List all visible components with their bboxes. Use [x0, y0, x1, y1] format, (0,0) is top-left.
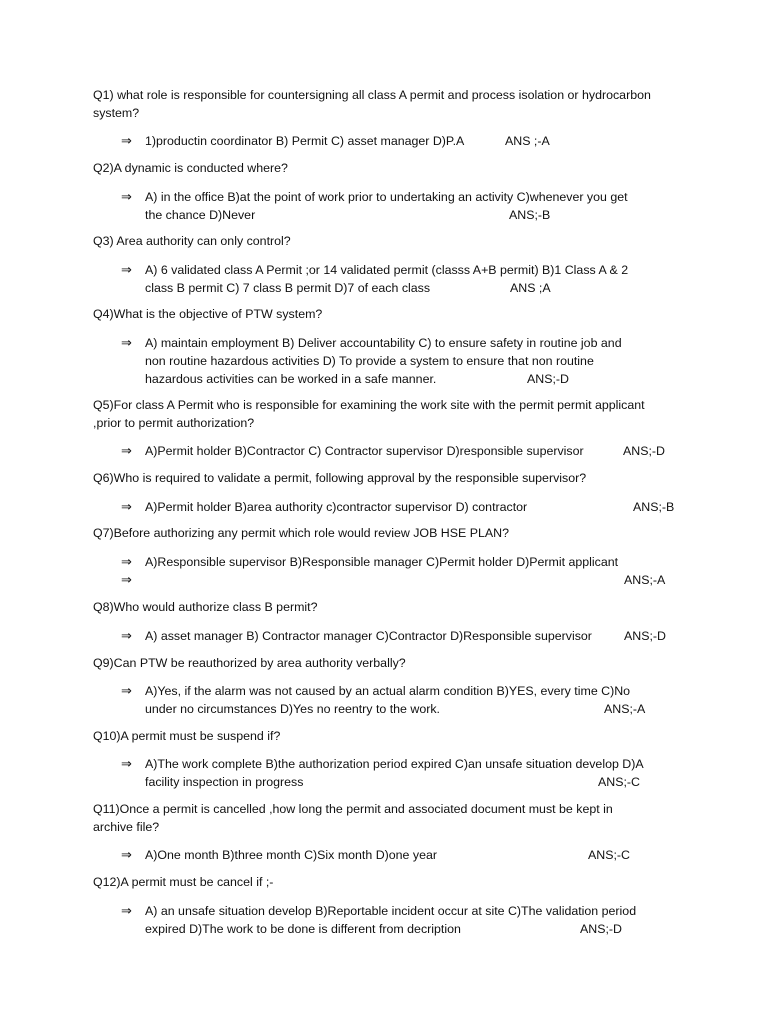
- question-4-answer: ANS;-D: [527, 372, 569, 386]
- arrow-bullet-icon: ⇒: [121, 335, 132, 350]
- question-8: Q8)Who would authorize class B permit?: [93, 600, 318, 614]
- question-12-answer: ANS;-D: [580, 922, 622, 936]
- question-10-options-line-1: A)The work complete B)the authorization period expired C)an unsafe situation develop D)A: [145, 757, 644, 771]
- arrow-bullet-icon: ⇒: [121, 683, 132, 698]
- arrow-bullet-icon: ⇒: [121, 628, 132, 643]
- question-9-options-line-2: under no circumstances D)Yes no reentry to the work.: [145, 702, 440, 716]
- question-1-answer: ANS ;-A: [505, 134, 550, 148]
- question-3: Q3) Area authority can only control?: [93, 234, 291, 248]
- question-3-options-line-2: class B permit C) 7 class B permit D)7 of each class: [145, 281, 431, 295]
- question-6-answer: ANS;-B: [633, 500, 675, 514]
- question-9: Q9)Can PTW be reauthorized by area authority verbally?: [93, 656, 406, 670]
- question-12-options-line-2: expired D)The work to be done is different from decription: [145, 922, 461, 936]
- question-11-answer: ANS;-C: [588, 848, 630, 862]
- question-7-options: A)Responsible supervisor B)Responsible manager C)Permit holder D)Permit applicant: [145, 555, 619, 569]
- question-6: Q6)Who is required to validate a permit, following approval by the responsible supervisor?: [93, 471, 587, 485]
- question-2-options-line-1: A) in the office B)at the point of work prior to undertaking an activity C)whenever you get: [145, 190, 628, 204]
- question-12-options-line-1: A) an unsafe situation develop B)Reportable incident occur at site C)The validation period: [145, 904, 637, 918]
- question-4-options-line-2: non routine hazardous activities D) To provide a system to ensure that non routine: [145, 354, 594, 368]
- arrow-bullet-icon: ⇒: [121, 443, 132, 458]
- arrow-bullet-icon: ⇒: [121, 903, 132, 918]
- question-6-options: A)Permit holder B)area authority c)contractor supervisor D) contractor: [145, 500, 528, 514]
- question-1-options: 1)productin coordinator B) Permit C) asset manager D)P.A: [145, 134, 465, 148]
- question-2-options-line-2: the chance D)Never: [145, 208, 256, 222]
- question-11-options: A)One month B)three month C)Six month D)one year: [145, 848, 437, 862]
- question-7: Q7)Before authorizing any permit which role would review JOB HSE PLAN?: [93, 526, 509, 540]
- question-10: Q10)A permit must be suspend if?: [93, 729, 281, 743]
- question-4: Q4)What is the objective of PTW system?: [93, 307, 323, 321]
- question-8-answer: ANS;-D: [624, 629, 666, 643]
- question-7-answer: ANS;-A: [624, 573, 666, 587]
- arrow-bullet-icon: ⇒: [121, 847, 132, 862]
- question-8-options: A) asset manager B) Contractor manager C)Contractor D)Responsible supervisor: [145, 629, 592, 643]
- arrow-bullet-icon: ⇒: [121, 262, 132, 277]
- question-4-options-line-1: A) maintain employment B) Deliver accountability C) to ensure safety in routine job and: [145, 336, 622, 350]
- question-2: Q2)A dynamic is conducted where?: [93, 161, 288, 175]
- question-1: Q1) what role is responsible for countersigning all class A permit and process isolation or hydrocarbon system?: [93, 88, 651, 120]
- arrow-bullet-icon: ⇒: [121, 133, 132, 148]
- arrow-bullet-icon: ⇒: [121, 554, 132, 569]
- question-5: Q5)For class A Permit who is responsible for examining the work site with the permit permit applicant ,prior to permit authorization?: [93, 398, 645, 430]
- question-3-options-line-1: A) 6 validated class A Permit ;or 14 validated permit (classs A+B permit) B)1 Class A & 2: [145, 263, 629, 277]
- question-3-answer: ANS ;A: [510, 281, 551, 295]
- question-10-answer: ANS;-C: [598, 775, 640, 789]
- question-5-options: A)Permit holder B)Contractor C) Contractor supervisor D)responsible supervisor: [145, 444, 584, 458]
- question-12: Q12)A permit must be cancel if ;-: [93, 875, 274, 889]
- arrow-bullet-icon: ⇒: [121, 756, 132, 771]
- question-9-options-line-1: A)Yes, if the alarm was not caused by an actual alarm condition B)YES, every time C)No: [145, 684, 631, 698]
- question-2-answer: ANS;-B: [509, 208, 551, 222]
- question-11: Q11)Once a permit is cancelled ,how long the permit and associated document must be kept in archive file?: [93, 802, 613, 834]
- question-4-options-line-3: hazardous activities can be worked in a safe manner.: [145, 372, 437, 386]
- arrow-bullet-icon: ⇒: [121, 572, 132, 587]
- question-5-answer: ANS;-D: [623, 444, 665, 458]
- arrow-bullet-icon: ⇒: [121, 499, 132, 514]
- arrow-bullet-icon: ⇒: [121, 189, 132, 204]
- question-9-answer: ANS;-A: [604, 702, 646, 716]
- question-10-options-line-2: facility inspection in progress: [145, 775, 304, 789]
